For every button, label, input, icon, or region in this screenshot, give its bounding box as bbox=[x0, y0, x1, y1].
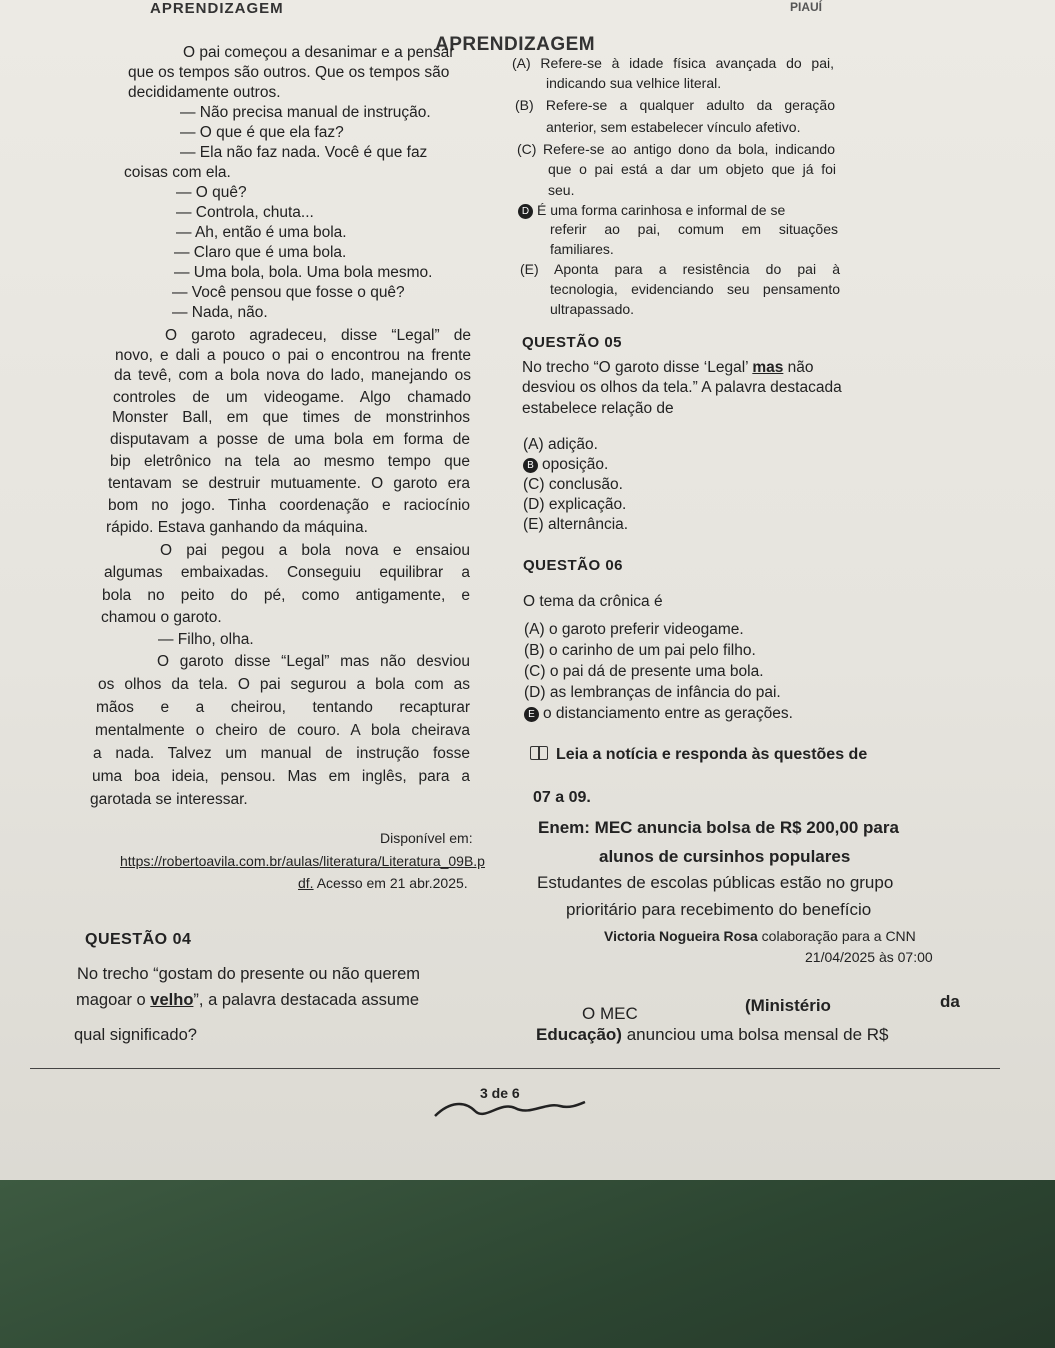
news-body-educacao: Educação) bbox=[536, 1025, 622, 1044]
news-date: 21/04/2025 às 07:00 bbox=[805, 949, 933, 965]
q03-option-d-cont: referir ao pai, comum em situações bbox=[550, 221, 838, 237]
story-line: O garoto disse “Legal” mas não desviou bbox=[157, 653, 470, 670]
q05-option-b[interactable] bbox=[523, 456, 608, 474]
source-access bbox=[298, 873, 468, 893]
header-left-logo: APRENDIZAGEM bbox=[150, 0, 284, 17]
story-line: — Controla, chuta... bbox=[176, 204, 314, 221]
story-line: — Ah, então é uma bola. bbox=[176, 224, 347, 241]
q06-option-b[interactable]: (B) o carinho de um pai pelo filho. bbox=[524, 642, 756, 659]
q06-option-c[interactable]: (C) o pai dá de presente uma bola. bbox=[524, 663, 764, 680]
q04-title: QUESTÃO 04 bbox=[85, 931, 192, 948]
story-line: O pai começou a desanimar e a pensar bbox=[183, 44, 455, 61]
q05-option-c[interactable]: (C) conclusão. bbox=[523, 476, 623, 493]
q03-option-c-cont2: seu. bbox=[548, 182, 575, 198]
header-title: APRENDIZAGEM bbox=[435, 34, 596, 55]
source-link[interactable]: https://robertoavila.com.br/aulas/literatura/Literatura_09B.p bbox=[120, 853, 485, 869]
news-title-line1: Enem: MEC anuncia bolsa de R$ 200,00 para bbox=[538, 818, 899, 837]
news-author-rest: colaboração para a CNN bbox=[757, 928, 916, 944]
story-line: mãos e a cheirou, tentando recapturar bbox=[96, 699, 470, 716]
selected-answer-mark: D bbox=[518, 204, 533, 219]
instruction-line2: 07 a 09. bbox=[533, 789, 591, 806]
instruction-text: Leia a notícia e responda às questões de bbox=[556, 746, 868, 763]
q05-stem-line3: estabelece relação de bbox=[522, 400, 674, 417]
story-line: coisas com ela. bbox=[124, 164, 231, 181]
q04-stem-line1: No trecho “gostam do presente ou não querem bbox=[77, 965, 421, 983]
source-access-date: Acesso em 21 abr.2025. bbox=[313, 875, 468, 891]
story-line: da tevê, com a bola nova do lado, manejando os bbox=[114, 367, 471, 384]
q03-option-a-cont: indicando sua velhice literal. bbox=[546, 75, 722, 91]
story-line: que os tempos são outros. Que os tempos são bbox=[128, 64, 450, 81]
q06-option-e[interactable] bbox=[524, 705, 793, 723]
story-line: disputavam a posse de uma bola em forma de bbox=[110, 431, 470, 448]
news-title-line2: alunos de cursinhos populares bbox=[599, 847, 851, 866]
q03-option-e-cont: tecnologia, evidenciando seu pensamento bbox=[550, 281, 840, 297]
news-subtitle-line2: prioritário para recebimento do benefício bbox=[566, 900, 872, 919]
q04-stem-line2 bbox=[76, 990, 419, 1010]
news-body-da: da bbox=[940, 992, 960, 1011]
q05-option-a[interactable]: (A) adição. bbox=[523, 436, 598, 453]
source-link-end[interactable]: df. bbox=[298, 875, 314, 891]
q05-stem-line1 bbox=[522, 358, 814, 378]
footer-divider bbox=[30, 1068, 1000, 1069]
story-line: os olhos da tela. O pai segurou a bola com as bbox=[98, 676, 470, 693]
q04-stem-post: ”, a palavra destacada assume bbox=[193, 991, 420, 1009]
news-author bbox=[604, 926, 916, 946]
q06-option-d[interactable]: (D) as lembranças de infância do pai. bbox=[524, 684, 781, 701]
story-line: — Filho, olha. bbox=[158, 631, 254, 648]
q03-option-e[interactable]: (E) Aponta para a resistência do pai à bbox=[520, 261, 840, 277]
q05-stem-post: não bbox=[783, 359, 814, 376]
story-line: a nada. Talvez um manual de instrução fosse bbox=[93, 745, 470, 762]
story-line: novo, e dali a pouco o pai o encontrou na frente bbox=[115, 347, 471, 364]
q03-option-c-cont: que o pai está a dar um objeto que já foi bbox=[548, 161, 836, 177]
story-line: — Claro que é uma bola. bbox=[174, 244, 347, 261]
q03-option-b-cont: anterior, sem estabelecer vínculo afetivo. bbox=[546, 119, 801, 135]
q05-option-b-text: oposição. bbox=[542, 456, 609, 473]
book-icon bbox=[530, 746, 548, 760]
story-line: garotada se interessar. bbox=[90, 791, 248, 808]
story-line: — Nada, não. bbox=[172, 304, 268, 321]
q06-stem: O tema da crônica é bbox=[523, 593, 663, 610]
news-body-ministerio: (Ministério bbox=[745, 996, 831, 1015]
q04-highlight-word: velho bbox=[150, 991, 194, 1009]
story-line: — O que é que ela faz? bbox=[180, 124, 344, 141]
story-line: — Não precisa manual de instrução. bbox=[180, 104, 431, 121]
news-subtitle-line1: Estudantes de escolas públicas estão no grupo bbox=[537, 873, 894, 892]
news-author-name: Victoria Nogueira Rosa bbox=[604, 928, 758, 944]
story-line: rápido. Estava ganhando da máquina. bbox=[106, 519, 368, 536]
story-line: bip eletrônico na tela ao mesmo tempo que bbox=[110, 453, 470, 470]
q03-option-c[interactable]: (C) Refere-se ao antigo dono da bola, indicando bbox=[517, 141, 835, 157]
q03-option-b[interactable]: (B) Refere-se a qualquer adulto da geração bbox=[515, 97, 835, 113]
q05-highlight-word: mas bbox=[752, 359, 784, 376]
selected-answer-mark: B bbox=[523, 458, 538, 473]
story-line: O garoto agradeceu, disse “Legal” de bbox=[165, 327, 471, 344]
selected-answer-mark: E bbox=[524, 707, 539, 722]
story-line: controles de um videogame. Algo chamado bbox=[113, 389, 471, 406]
background-floor bbox=[0, 1180, 1055, 1348]
story-line: chamou o garoto. bbox=[101, 609, 222, 626]
q04-stem-line3: qual significado? bbox=[74, 1026, 197, 1044]
instruction-line1 bbox=[530, 745, 867, 765]
story-line: tentavam se destruir mutuamente. O garoto era bbox=[108, 475, 470, 492]
source-label: Disponível em: bbox=[380, 830, 473, 846]
story-line: uma boa ideia, pensou. Mas em inglês, para a bbox=[92, 768, 470, 785]
news-body-rest: anunciou uma bolsa mensal de R$ bbox=[621, 1025, 889, 1044]
q05-option-e[interactable]: (E) alternância. bbox=[523, 516, 629, 533]
q05-title: QUESTÃO 05 bbox=[522, 334, 623, 351]
q06-option-a[interactable]: (A) o garoto preferir videogame. bbox=[524, 621, 744, 638]
story-line: bola no peito do pé, como antigamente, e bbox=[102, 587, 470, 604]
q04-stem-pre: magoar o bbox=[76, 991, 151, 1009]
story-line: mentalmente o cheiro de couro. A bola cheirava bbox=[95, 722, 470, 739]
q06-option-e-text: o distanciamento entre as gerações. bbox=[543, 705, 793, 722]
page-number: 3 de 6 bbox=[480, 1085, 520, 1101]
q05-stem-pre: No trecho “O garoto disse ‘Legal’ bbox=[522, 359, 753, 376]
news-body-line2 bbox=[536, 1025, 888, 1045]
q03-option-d[interactable] bbox=[518, 200, 838, 220]
story-line: — O quê? bbox=[176, 184, 247, 201]
story-line: decididamente outros. bbox=[128, 84, 281, 101]
story-line: algumas embaixadas. Conseguiu equilibrar a bbox=[104, 564, 470, 581]
news-body-mec: O MEC bbox=[582, 1004, 638, 1023]
header-right-logo: PIAUÍ bbox=[790, 0, 823, 14]
story-line: — Ela não faz nada. Você é que faz bbox=[180, 144, 428, 161]
story-line: — Você pensou que fosse o quê? bbox=[172, 284, 405, 301]
q05-stem-line2: desviou os olhos da tela.” A palavra destacada bbox=[522, 379, 842, 396]
q03-option-e-cont2: ultrapassado. bbox=[550, 301, 635, 317]
signature-scribble bbox=[430, 1096, 590, 1124]
q06-title: QUESTÃO 06 bbox=[523, 557, 624, 574]
story-line: bom no jogo. Tinha coordenação e raciocínio bbox=[108, 497, 470, 514]
story-line: Monster Ball, em que times de monstrinhos bbox=[112, 409, 470, 426]
q05-option-d[interactable]: (D) explicação. bbox=[523, 496, 627, 513]
story-line: — Uma bola, bola. Uma bola mesmo. bbox=[174, 264, 433, 281]
story-line: O pai pegou a bola nova e ensaiou bbox=[160, 542, 470, 559]
q03-option-d-cont2: familiares. bbox=[550, 241, 614, 257]
q03-option-a[interactable]: (A) Refere-se à idade física avançada do pai, bbox=[512, 55, 834, 71]
q03-option-d-text: É uma forma carinhosa e informal de se bbox=[537, 202, 786, 218]
